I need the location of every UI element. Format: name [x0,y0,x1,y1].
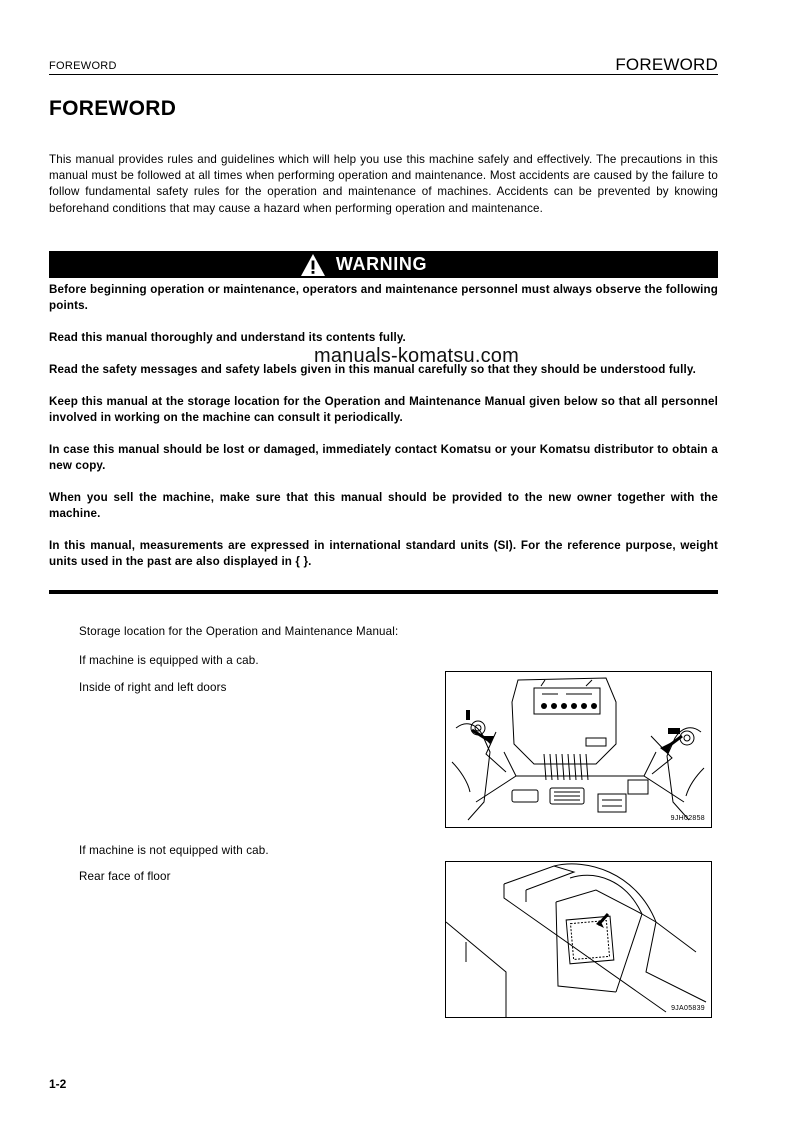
header-rule [49,74,718,75]
warning-label: WARNING [335,254,428,274]
warning-paragraph: In this manual, measurements are expressed in international standard units (SI). For the reference purpose, weight units used in the past are also displayed in { }. [49,539,718,568]
rear-floor-illustration [446,862,711,1017]
warning-body [49,282,718,586]
warning-paragraph: Keep this manual at the storage location for the Operation and Maintenance Manual given below so that all personnel involved in working on the machine can consult it periodically. [49,395,718,424]
cab-doors-figure [445,671,712,828]
warning-paragraph: In case this manual should be lost or damaged, immediately contact Komatsu or your Komatsu distributor to obtain a new copy. [49,443,718,472]
nocab-figure-code: 9JA05839 [671,1005,705,1012]
intro-paragraph: This manual provides rules and guidelines which will help you use this machine safely and effectively. The precautions in this manual must be followed at all times when performing operation and maintenance. Most accidents are caused by the failure to follow fundamental safety rules for the operation and maintenance of machines. Accidents can be prevented by knowing beforehand conditions that may cause a hazard when performing operation and maintenance. [49,153,718,215]
storage-nocab-case: If machine is not equipped with cab. [79,844,269,857]
storage-cab-location: Inside of right and left doors [79,681,227,694]
watermark-text: manuals-komatsu.com [314,345,519,367]
page-title: FOREWORD [49,97,177,120]
warning-paragraph: Read the safety messages and safety labels given in this manual carefully so that they should be understood fully. [49,363,696,376]
header-section-right: FOREWORD [615,55,718,74]
page-number: 1-2 [49,1077,67,1091]
header-section-left: FOREWORD [49,60,117,72]
warning-paragraph: Read this manual thoroughly and understand its contents fully. [49,331,406,344]
warning-banner [49,251,718,278]
storage-cab-case: If machine is equipped with a cab. [79,654,259,667]
warning-triangle-icon [300,253,326,277]
cab-figure-code: 9JH02858 [670,815,705,822]
warning-bottom-rule [49,590,718,594]
warning-paragraph: Before beginning operation or maintenance, operators and maintenance personnel must always observe the following points. [49,283,718,312]
cab-interior-illustration [446,672,711,827]
storage-heading: Storage location for the Operation and Maintenance Manual: [79,625,399,638]
warning-paragraph: When you sell the machine, make sure that this manual should be provided to the new owner together with the machine. [49,491,718,520]
rear-floor-figure [445,861,712,1018]
storage-nocab-location: Rear face of floor [79,870,171,883]
